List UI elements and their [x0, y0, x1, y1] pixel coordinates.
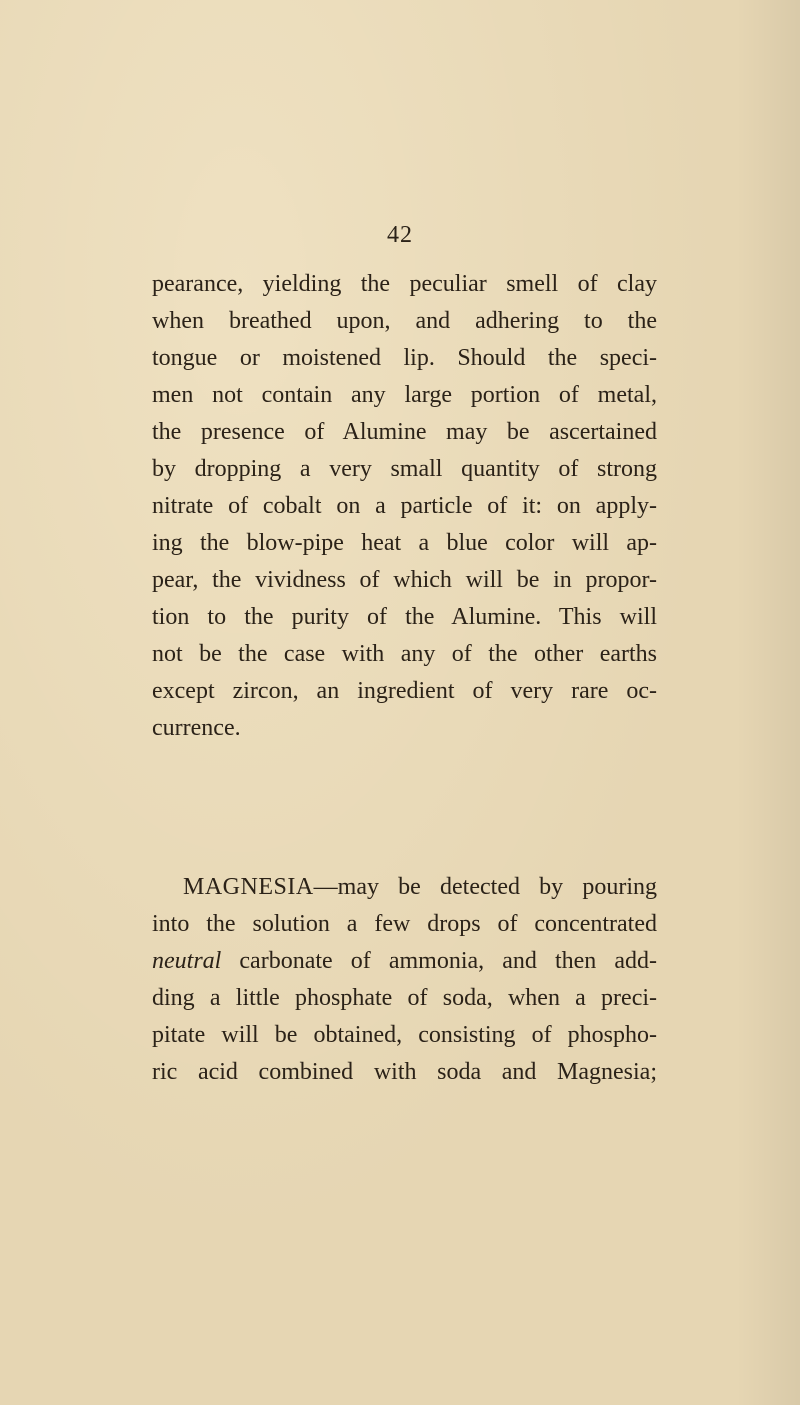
text-line: not be the case with any of the other earths: [152, 641, 657, 667]
text-line: except zircon, an ingredient of very rare oc-: [152, 678, 657, 704]
paragraph-magnesia: [152, 869, 657, 1091]
paragraph-alumine: [152, 266, 657, 747]
text-line: [152, 943, 657, 980]
text-fragment: carbonate of ammonia, and then add-: [221, 948, 657, 974]
italic-word: neutral: [152, 948, 222, 974]
text-line: ing the blow-pipe heat a blue color will ap-: [152, 530, 657, 556]
text-line: men not contain any large portion of metal,: [152, 382, 657, 408]
text-line: pear, the vividness of which will be in propor-: [152, 567, 657, 593]
text-line: when breathed upon, and adhering to the: [152, 308, 657, 334]
text-line: by dropping a very small quantity of strong: [152, 456, 657, 482]
text-line: tion to the purity of the Alumine. This will: [152, 604, 657, 630]
text-line: [152, 869, 657, 906]
text-fragment: —may be detected by pouring: [313, 874, 657, 900]
page-number: 42: [387, 222, 413, 248]
text-line: ric acid combined with soda and Magnesia;: [152, 1059, 657, 1085]
text-line: currence.: [152, 715, 241, 741]
text-line: the presence of Alumine may be ascertained: [152, 419, 657, 445]
text-line: tongue or moistened lip. Should the speci-: [152, 345, 657, 371]
text-line: pearance, yielding the peculiar smell of clay: [152, 271, 657, 297]
section-heading-magnesia: MAGNESIA: [183, 874, 314, 900]
text-line: into the solution a few drops of concentrated: [152, 911, 657, 937]
text-line: nitrate of cobalt on a particle of it: on apply-: [152, 493, 657, 519]
text-line: pitate will be obtained, consisting of phospho-: [152, 1022, 657, 1048]
text-line: ding a little phosphate of soda, when a preci-: [152, 985, 657, 1011]
